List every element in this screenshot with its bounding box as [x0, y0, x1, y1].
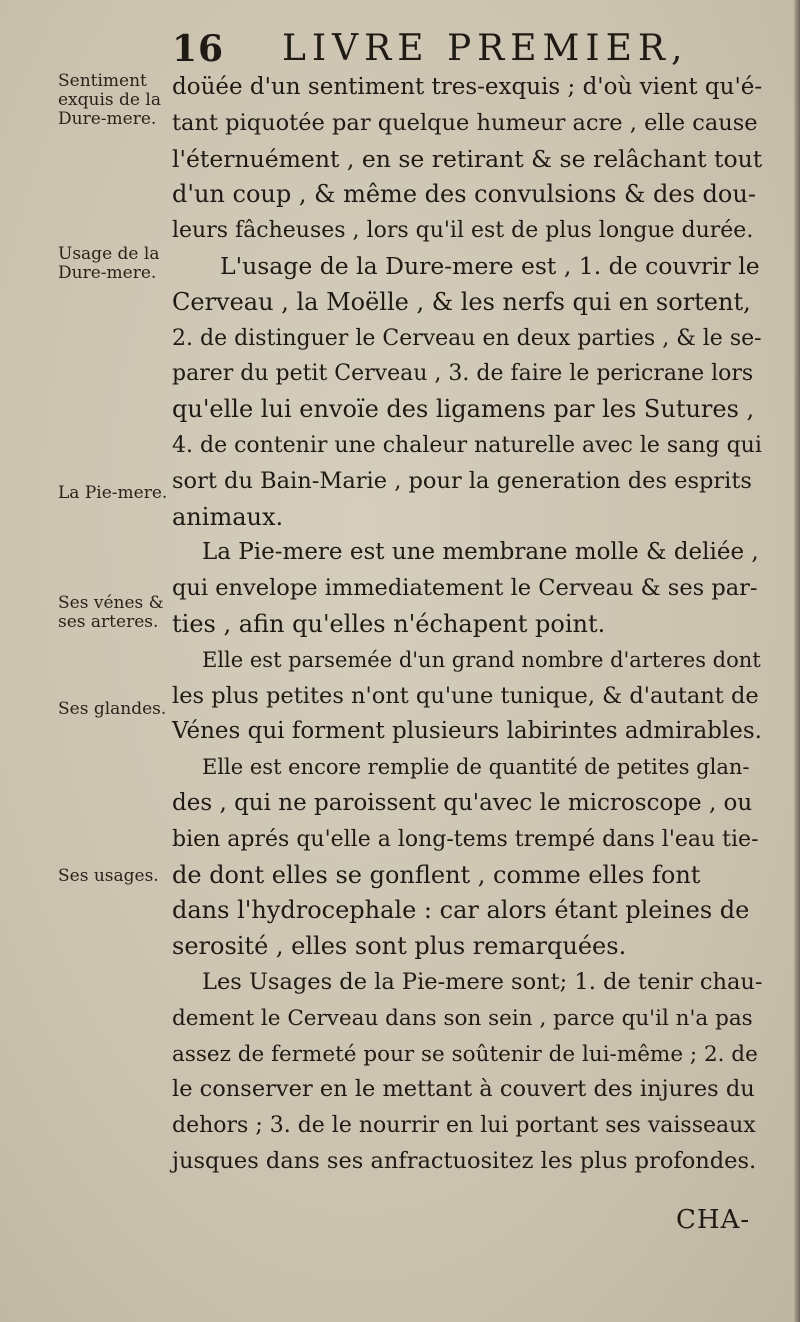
margin-note: Ses usages. — [58, 866, 159, 886]
text-line: les plus petites n'ont qu'une tunique, & d'autant de — [172, 682, 759, 709]
text-line: jusques dans ses anfractuositez les plus profondes. — [172, 1147, 757, 1174]
margin-note: Ses vénes & ses arteres. — [58, 593, 164, 632]
paragraph — [172, 965, 762, 1180]
text-line: serosité , elles sont plus remarquées. — [172, 932, 627, 961]
running-title: LIVRE PREMIER, — [282, 28, 689, 69]
paragraph — [172, 643, 762, 750]
margin-note: Sentiment exquis de la Dure-mere. — [58, 71, 161, 129]
text-line: assez de fermeté pour se soûtenir de lui-même ; 2. de — [172, 1041, 758, 1067]
text-line: 4. de contenir une chaleur naturelle avec le sang qui — [172, 432, 762, 458]
text-line: La Pie-mere est une membrane molle & deliée , — [202, 539, 759, 566]
text-line: qui envelope immediatement le Cerveau & ses par- — [172, 575, 758, 602]
page-edge-shadow — [794, 0, 800, 1322]
text-line: doüée d'un sentiment tres-exquis ; d'où vient qu'é- — [172, 74, 763, 100]
paragraph — [172, 70, 762, 249]
text-line: tant piquotée par quelque humeur acre , elle cause — [172, 109, 758, 136]
text-line: parer du petit Cerveau , 3. de faire le pericrane lors — [172, 361, 754, 387]
text-line: de dont elles se gonflent , comme elles font — [172, 860, 701, 889]
margin-notes — [58, 0, 168, 1322]
text-line: dans l'hydrocephale : car alors étant pleines de — [172, 896, 750, 925]
text-line: Elle est parsemée d'un grand nombre d'arteres dont — [202, 647, 761, 672]
paragraph — [172, 249, 762, 535]
text-line: 2. de distinguer le Cerveau en deux parties , & le se- — [172, 325, 762, 351]
page-number: 16 — [172, 28, 225, 70]
text-line: bien aprés qu'elle a long-tems trempé dans l'eau tie- — [172, 826, 759, 852]
text-line: Elle est encore remplie de quantité de petites glan- — [202, 755, 750, 780]
paragraph — [172, 750, 762, 965]
text-line: leurs fâcheuses , lors qu'il est de plus longue durée. — [172, 218, 754, 244]
margin-note: Usage de la Dure-mere. — [58, 244, 160, 283]
text-line: qu'elle lui envoïe des ligamens par les Sutures , — [172, 395, 755, 424]
margin-note: Ses glandes. — [58, 699, 167, 719]
body-text — [172, 70, 762, 1180]
text-line: Les Usages de la Pie-mere sont; 1. de tenir chau- — [202, 968, 763, 995]
text-line: Vénes qui forment plusieurs labirintes admirables. — [172, 718, 762, 745]
text-line: dement le Cerveau dans son sein , parce qu'il n'a pas — [172, 1005, 753, 1031]
text-line: sort du Bain-Marie , pour la generation des esprits — [172, 467, 752, 494]
paragraph — [172, 535, 762, 642]
text-line: le conserver en le mettant à couvert des injures du — [172, 1076, 755, 1103]
catchword: CHA- — [676, 1205, 751, 1235]
text-line: dehors ; 3. de le nourrir en lui portant ses vaisseaux — [172, 1113, 756, 1139]
margin-note: La Pie-mere. — [58, 483, 168, 503]
text-line: animaux. — [172, 502, 284, 531]
text-line: des , qui ne paroissent qu'avec le microscope , ou — [172, 789, 753, 816]
text-line: Cerveau , la Moëlle , & les nerfs qui en sortent, — [172, 287, 751, 316]
text-line: L'usage de la Dure-mere est , 1. de couvrir le — [220, 251, 760, 280]
text-line: ties , afin qu'elles n'échapent point. — [172, 609, 606, 638]
text-line: d'un coup , & même des convulsions & des dou- — [172, 180, 756, 209]
text-line: l'éternuément , en se retirant & se relâchant tout — [172, 144, 763, 173]
